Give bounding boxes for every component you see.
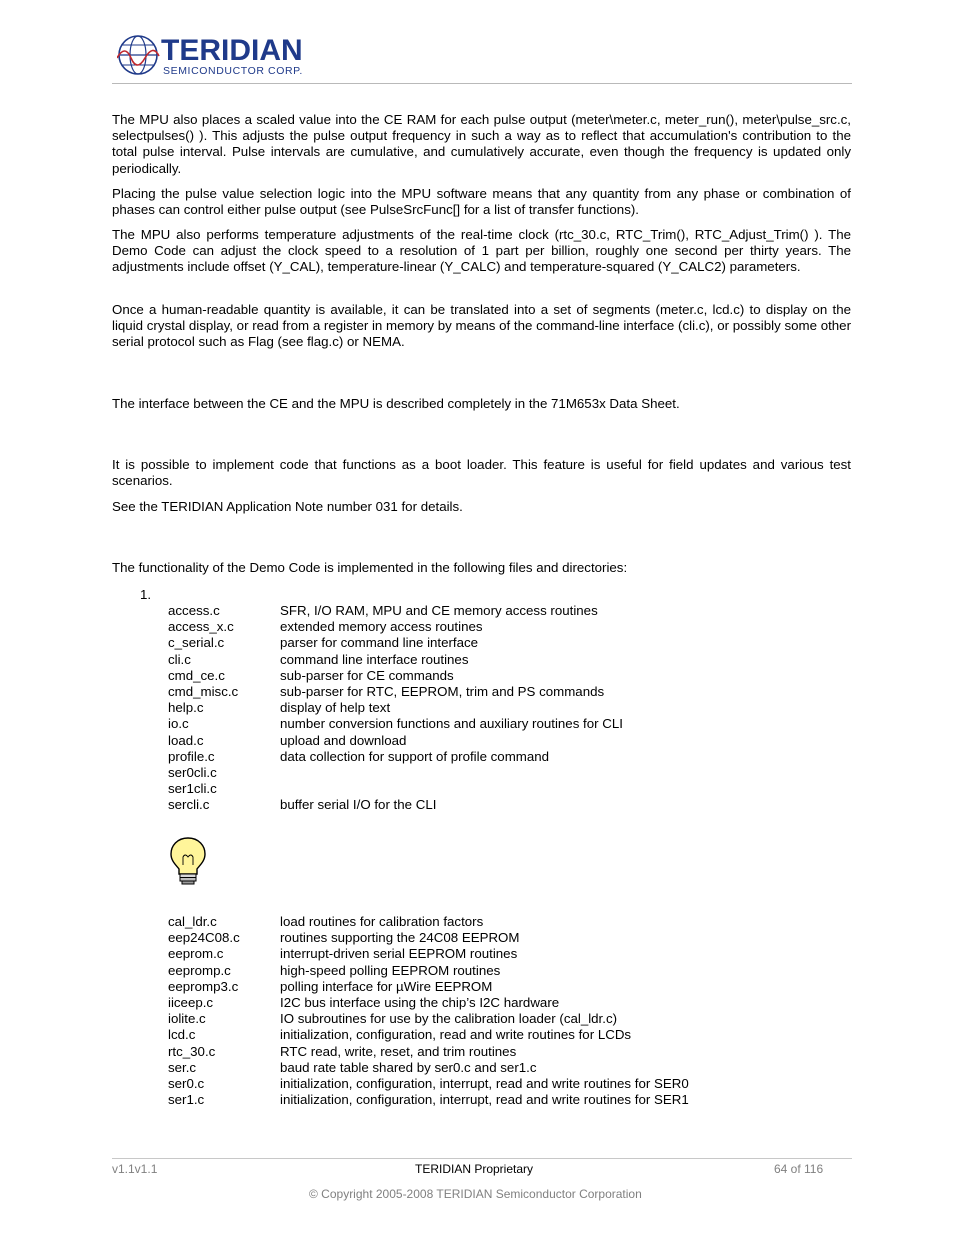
table-row bbox=[168, 930, 689, 946]
footer-page-number: 64 of 116 bbox=[774, 1162, 824, 1176]
file-name: access_x.c bbox=[168, 619, 234, 635]
table-row bbox=[168, 979, 689, 995]
file-name: eepromp.c bbox=[168, 962, 231, 978]
file-description: I2C bus interface using the chip’s I2C hardware bbox=[280, 994, 560, 1010]
file-name: load.c bbox=[168, 732, 204, 748]
table-row bbox=[168, 1011, 689, 1027]
table-row bbox=[168, 749, 623, 765]
file-name: cli.c bbox=[168, 651, 191, 667]
header-divider bbox=[112, 83, 852, 84]
table-row bbox=[168, 781, 623, 797]
file-name: io.c bbox=[168, 716, 189, 732]
table-row bbox=[168, 1060, 689, 1076]
file-name: iiceep.c bbox=[168, 994, 214, 1010]
file-name: eep24C08.c bbox=[168, 930, 240, 946]
table-row bbox=[168, 963, 689, 979]
file-description: baud rate table shared by ser0.c and ser1.c bbox=[280, 1059, 537, 1075]
file-description: extended memory access routines bbox=[280, 619, 483, 635]
file-name: cmd_ce.c bbox=[168, 667, 225, 683]
file-description: buffer serial I/O for the CLI bbox=[280, 797, 437, 813]
file-name: ser.c bbox=[168, 1059, 197, 1075]
footer-copyright: © Copyright 2005-2008 TERIDIAN Semiconductor Corporation bbox=[309, 1187, 642, 1201]
table-row bbox=[168, 684, 623, 700]
paragraph-boot-loader: It is possible to implement code that functions as a boot loader. This feature is useful for field updates and various test scenarios. bbox=[112, 457, 851, 489]
table-row bbox=[168, 995, 689, 1011]
table-row bbox=[168, 1076, 689, 1092]
table-row bbox=[168, 733, 623, 749]
file-description: high-speed polling EEPROM routines bbox=[280, 962, 501, 978]
footer-version: v1.1v1.1 bbox=[112, 1162, 158, 1176]
file-description: polling interface for µWire EEPROM bbox=[280, 978, 493, 994]
file-table-cli bbox=[168, 603, 623, 813]
footer-proprietary: TERIDIAN Proprietary bbox=[415, 1162, 534, 1176]
file-name: cal_ldr.c bbox=[168, 914, 217, 929]
file-description: IO subroutines for use by the calibration loader (cal_ldr.c) bbox=[280, 1011, 618, 1027]
file-name: eeprom.c bbox=[168, 946, 224, 962]
table-row bbox=[168, 652, 623, 668]
table-row bbox=[168, 946, 689, 962]
file-name: access.c bbox=[168, 603, 220, 618]
paragraph-files-intro: The functionality of the Demo Code is implemented in the following files and directories: bbox=[112, 560, 628, 575]
table-row bbox=[168, 700, 623, 716]
file-name: eepromp3.c bbox=[168, 978, 239, 994]
paragraph-pulse-output: The MPU also places a scaled value into the CE RAM for each pulse output (meter\meter.c, meter_run(), meter\pulse_src.c, selectpulses() ). This adjusts the pulse output frequency in such a way as to reflect that accumulation's contribution to the total pulse interval. Pulse intervals are cumulative, and cumulatively accurate, even though the frequency is updated only periodically. bbox=[112, 112, 851, 176]
lightbulb-tip-icon bbox=[168, 835, 208, 887]
file-description: RTC read, write, reset, and trim routines bbox=[280, 1043, 517, 1059]
file-name: ser1cli.c bbox=[168, 781, 217, 797]
table-row bbox=[168, 668, 623, 684]
file-name: ser0.c bbox=[168, 1075, 205, 1091]
table-row bbox=[168, 914, 689, 930]
file-name: lcd.c bbox=[168, 1027, 196, 1043]
table-row bbox=[168, 619, 623, 635]
teridian-logo bbox=[117, 32, 322, 80]
file-name: iolite.c bbox=[168, 1011, 206, 1027]
file-table-drivers bbox=[168, 914, 689, 1108]
logo-globe-icon bbox=[117, 36, 159, 74]
paragraph-rtc-adjust: The MPU also performs temperature adjustments of the real-time clock (rtc_30.c, RTC_Trim(), RTC_Adjust_Trim() ). The Demo Code can adjust the clock speed to a resolution of 1 part per billion, roughly one second per thirty years. The adjustments include offset (Y_CAL), temperature-linear (Y_CALC) and temperature-squared (Y_CALC2) parameters. bbox=[112, 227, 851, 275]
file-description: initialization, configuration, read and write routines for LCDs bbox=[280, 1027, 632, 1043]
logo-text: TERIDIAN bbox=[161, 34, 303, 67]
table-row bbox=[168, 635, 623, 651]
file-description: command line interface routines bbox=[280, 651, 469, 667]
table-row bbox=[168, 1027, 689, 1043]
table-row bbox=[168, 765, 623, 781]
file-name: ser0cli.c bbox=[168, 764, 217, 780]
paragraph-pulse-selection: Placing the pulse value selection logic into the MPU software means that any quantity from any phase or combination of phases can control either pulse output (see PulseSrcFunc[] for a list of transfer functions). bbox=[112, 186, 851, 218]
table-row bbox=[168, 1092, 689, 1108]
file-name: profile.c bbox=[168, 748, 215, 764]
file-name: c_serial.c bbox=[168, 635, 225, 651]
file-name: cmd_misc.c bbox=[168, 683, 239, 699]
table-row bbox=[168, 797, 623, 813]
file-description: interrupt-driven serial EEPROM routines bbox=[280, 946, 518, 962]
file-description: parser for command line interface bbox=[280, 635, 479, 651]
table-row bbox=[168, 716, 623, 732]
file-name: ser1.c bbox=[168, 1092, 205, 1108]
file-description: routines supporting the 24C08 EEPROM bbox=[280, 930, 520, 946]
list-number: 1. bbox=[140, 587, 152, 602]
paragraph-ce-interface: The interface between the CE and the MPU is described completely in the 71M653x Data Sheet. bbox=[112, 396, 680, 411]
file-description: sub-parser for CE commands bbox=[280, 667, 454, 683]
file-description: sub-parser for RTC, EEPROM, trim and PS commands bbox=[280, 683, 605, 699]
paragraph-display: Once a human-readable quantity is available, it can be translated into a set of segments (meter.c, lcd.c) to display on the liquid crystal display, or read from a register in memory by means of the command-line interface (cli.c), or possibly some other serial protocol such as Flag (see flag.c) or NEMA. bbox=[112, 302, 851, 350]
file-name: sercli.c bbox=[168, 797, 210, 813]
file-description: load routines for calibration factors bbox=[280, 914, 484, 929]
file-name: help.c bbox=[168, 700, 204, 716]
file-description: SFR, I/O RAM, MPU and CE memory access routines bbox=[280, 603, 598, 618]
paragraph-app-note: See the TERIDIAN Application Note number 031 for details. bbox=[112, 499, 463, 514]
file-description: data collection for support of profile command bbox=[280, 748, 550, 764]
table-row bbox=[168, 603, 623, 619]
table-row bbox=[168, 1044, 689, 1060]
footer-divider bbox=[112, 1158, 852, 1159]
logo-subtext: SEMICONDUCTOR CORP. bbox=[163, 65, 303, 77]
file-description: number conversion functions and auxiliary routines for CLI bbox=[280, 716, 623, 732]
file-description: initialization, configuration, interrupt, read and write routines for SER1 bbox=[280, 1092, 689, 1108]
file-description: display of help text bbox=[280, 700, 391, 716]
file-description: upload and download bbox=[280, 732, 407, 748]
file-name: rtc_30.c bbox=[168, 1043, 216, 1059]
file-description: initialization, configuration, interrupt, read and write routines for SER0 bbox=[280, 1075, 689, 1091]
